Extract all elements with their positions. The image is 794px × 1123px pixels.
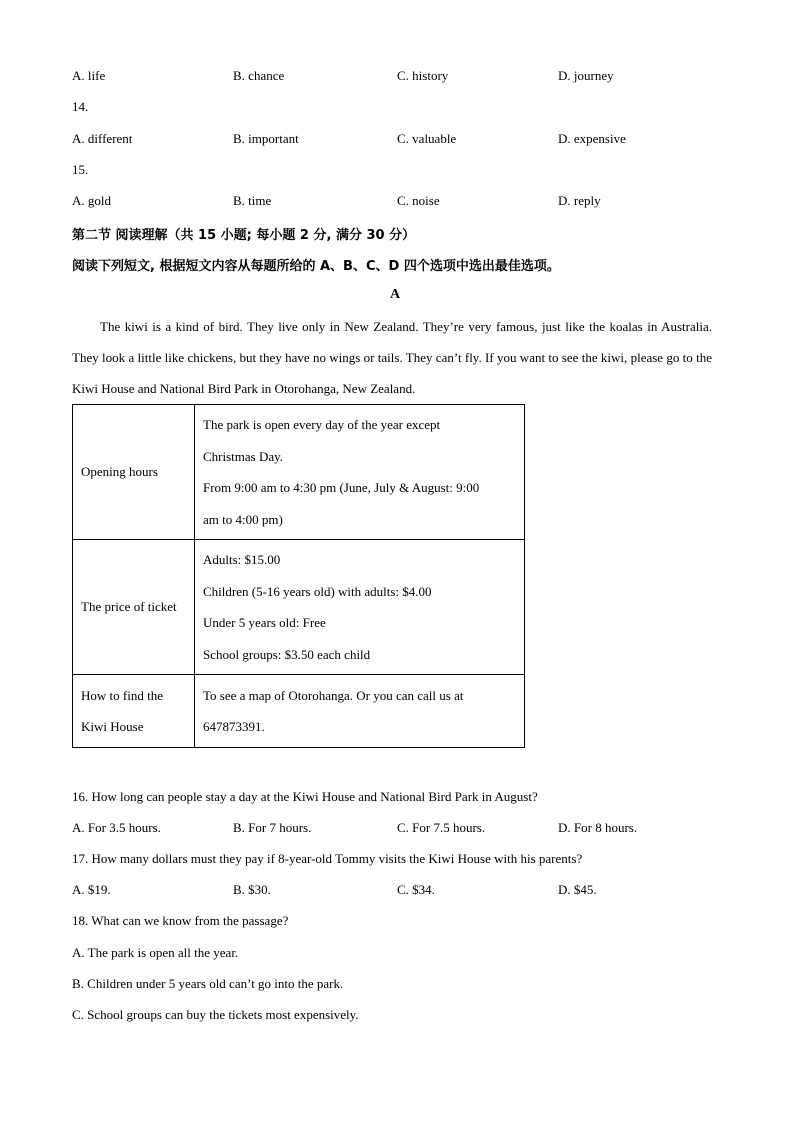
- q16-option-c: C. For 7.5 hours.: [397, 820, 486, 835]
- q13-options: [72, 68, 722, 86]
- q17-option-a: A. $19.: [72, 882, 111, 897]
- q16-option-d: D. For 8 hours.: [558, 820, 638, 835]
- q17-option-b: B. $30.: [233, 882, 271, 897]
- q18-option-b: B. Children under 5 years old can’t go into the park.: [72, 976, 344, 991]
- q14-option-b: B. important: [233, 131, 299, 146]
- section-instruction: 阅读下列短文, 根据短文内容从每题所给的 A、B、C、D 四个选项中选出最佳选项。: [72, 259, 560, 274]
- q14-option-d: D. expensive: [558, 131, 626, 146]
- q13-option-d: D. journey: [558, 68, 614, 83]
- q16-option-b: B. For 7 hours.: [233, 820, 312, 835]
- find-kiwi-house-line: 647873391.: [203, 719, 265, 734]
- q15-option-c: C. noise: [397, 193, 440, 208]
- q14-option-c: C. valuable: [397, 131, 457, 146]
- opening-hours-line: The park is open every day of the year except: [203, 417, 441, 432]
- find-kiwi-house-label: [73, 675, 195, 748]
- ticket-price-label: The price of ticket: [73, 540, 195, 675]
- find-kiwi-house-content: [195, 675, 525, 748]
- q15-option-b: B. time: [233, 193, 272, 208]
- table-row-find-kiwi-house: [73, 675, 525, 748]
- q15-option-a: A. gold: [72, 193, 111, 208]
- passage-text: The kiwi is a kind of bird. They live only in New Zealand. They’re very famous, just like the koalas in Australia. They look a little like chickens, but they have no wings or tails. They can’t fly. If you want to see the kiwi, please go to the Kiwi House and National Bird Park in Otorohanga, New Zealand.: [72, 319, 712, 396]
- find-kiwi-house-label-line: How to find the: [81, 687, 163, 703]
- q15-options: [72, 193, 722, 211]
- q14-option-a: A. different: [72, 131, 133, 146]
- ticket-price-line: School groups: $3.50 each child: [203, 646, 371, 662]
- table-row-ticket-price: [73, 540, 525, 675]
- q16-option-a: A. For 3.5 hours.: [72, 820, 161, 835]
- q18-option-c: C. School groups can buy the tickets most expensively.: [72, 1007, 359, 1022]
- q18-stem: 18. What can we know from the passage?: [72, 913, 289, 928]
- ticket-price-line: Under 5 years old: Free: [203, 615, 326, 630]
- q17-stem: 17. How many dollars must they pay if 8-year-old Tommy visits the Kiwi House with his parents?: [72, 851, 583, 866]
- opening-hours-content: [195, 405, 525, 540]
- q16-options: [72, 820, 722, 838]
- info-table: [72, 404, 525, 748]
- q17-option-c: C. $34.: [397, 882, 435, 897]
- section-heading: 第二节 阅读理解（共 15 小题; 每小题 2 分, 满分 30 分）: [72, 228, 416, 243]
- q14-options: [72, 131, 722, 149]
- find-kiwi-house-label-line: Kiwi House: [81, 719, 144, 734]
- passage-letter: A: [390, 287, 401, 302]
- find-kiwi-house-line: To see a map of Otorohanga. Or you can call us at: [203, 687, 464, 703]
- opening-hours-line: From 9:00 am to 4:30 pm (June, July & August: 9:00: [203, 480, 480, 495]
- opening-hours-label: Opening hours: [73, 405, 195, 540]
- q15-number: 15.: [72, 162, 89, 177]
- ticket-price-line: Adults: $15.00: [203, 552, 281, 567]
- ticket-price-content: [195, 540, 525, 675]
- q17-option-d: D. $45.: [558, 882, 597, 897]
- q13-option-a: A. life: [72, 68, 106, 83]
- table-row-opening-hours: [73, 405, 525, 540]
- q16-stem: 16. How long can people stay a day at the Kiwi House and National Bird Park in August?: [72, 789, 538, 804]
- opening-hours-line: Christmas Day.: [203, 448, 284, 464]
- q14-number: 14.: [72, 99, 89, 114]
- ticket-price-line: Children (5-16 years old) with adults: $4.00: [203, 583, 432, 599]
- q13-option-c: C. history: [397, 68, 449, 83]
- q13-option-b: B. chance: [233, 68, 285, 83]
- q15-option-d: D. reply: [558, 193, 601, 208]
- q18-option-a: A. The park is open all the year.: [72, 945, 239, 960]
- q17-options: [72, 882, 722, 900]
- opening-hours-line: am to 4:00 pm): [203, 511, 283, 527]
